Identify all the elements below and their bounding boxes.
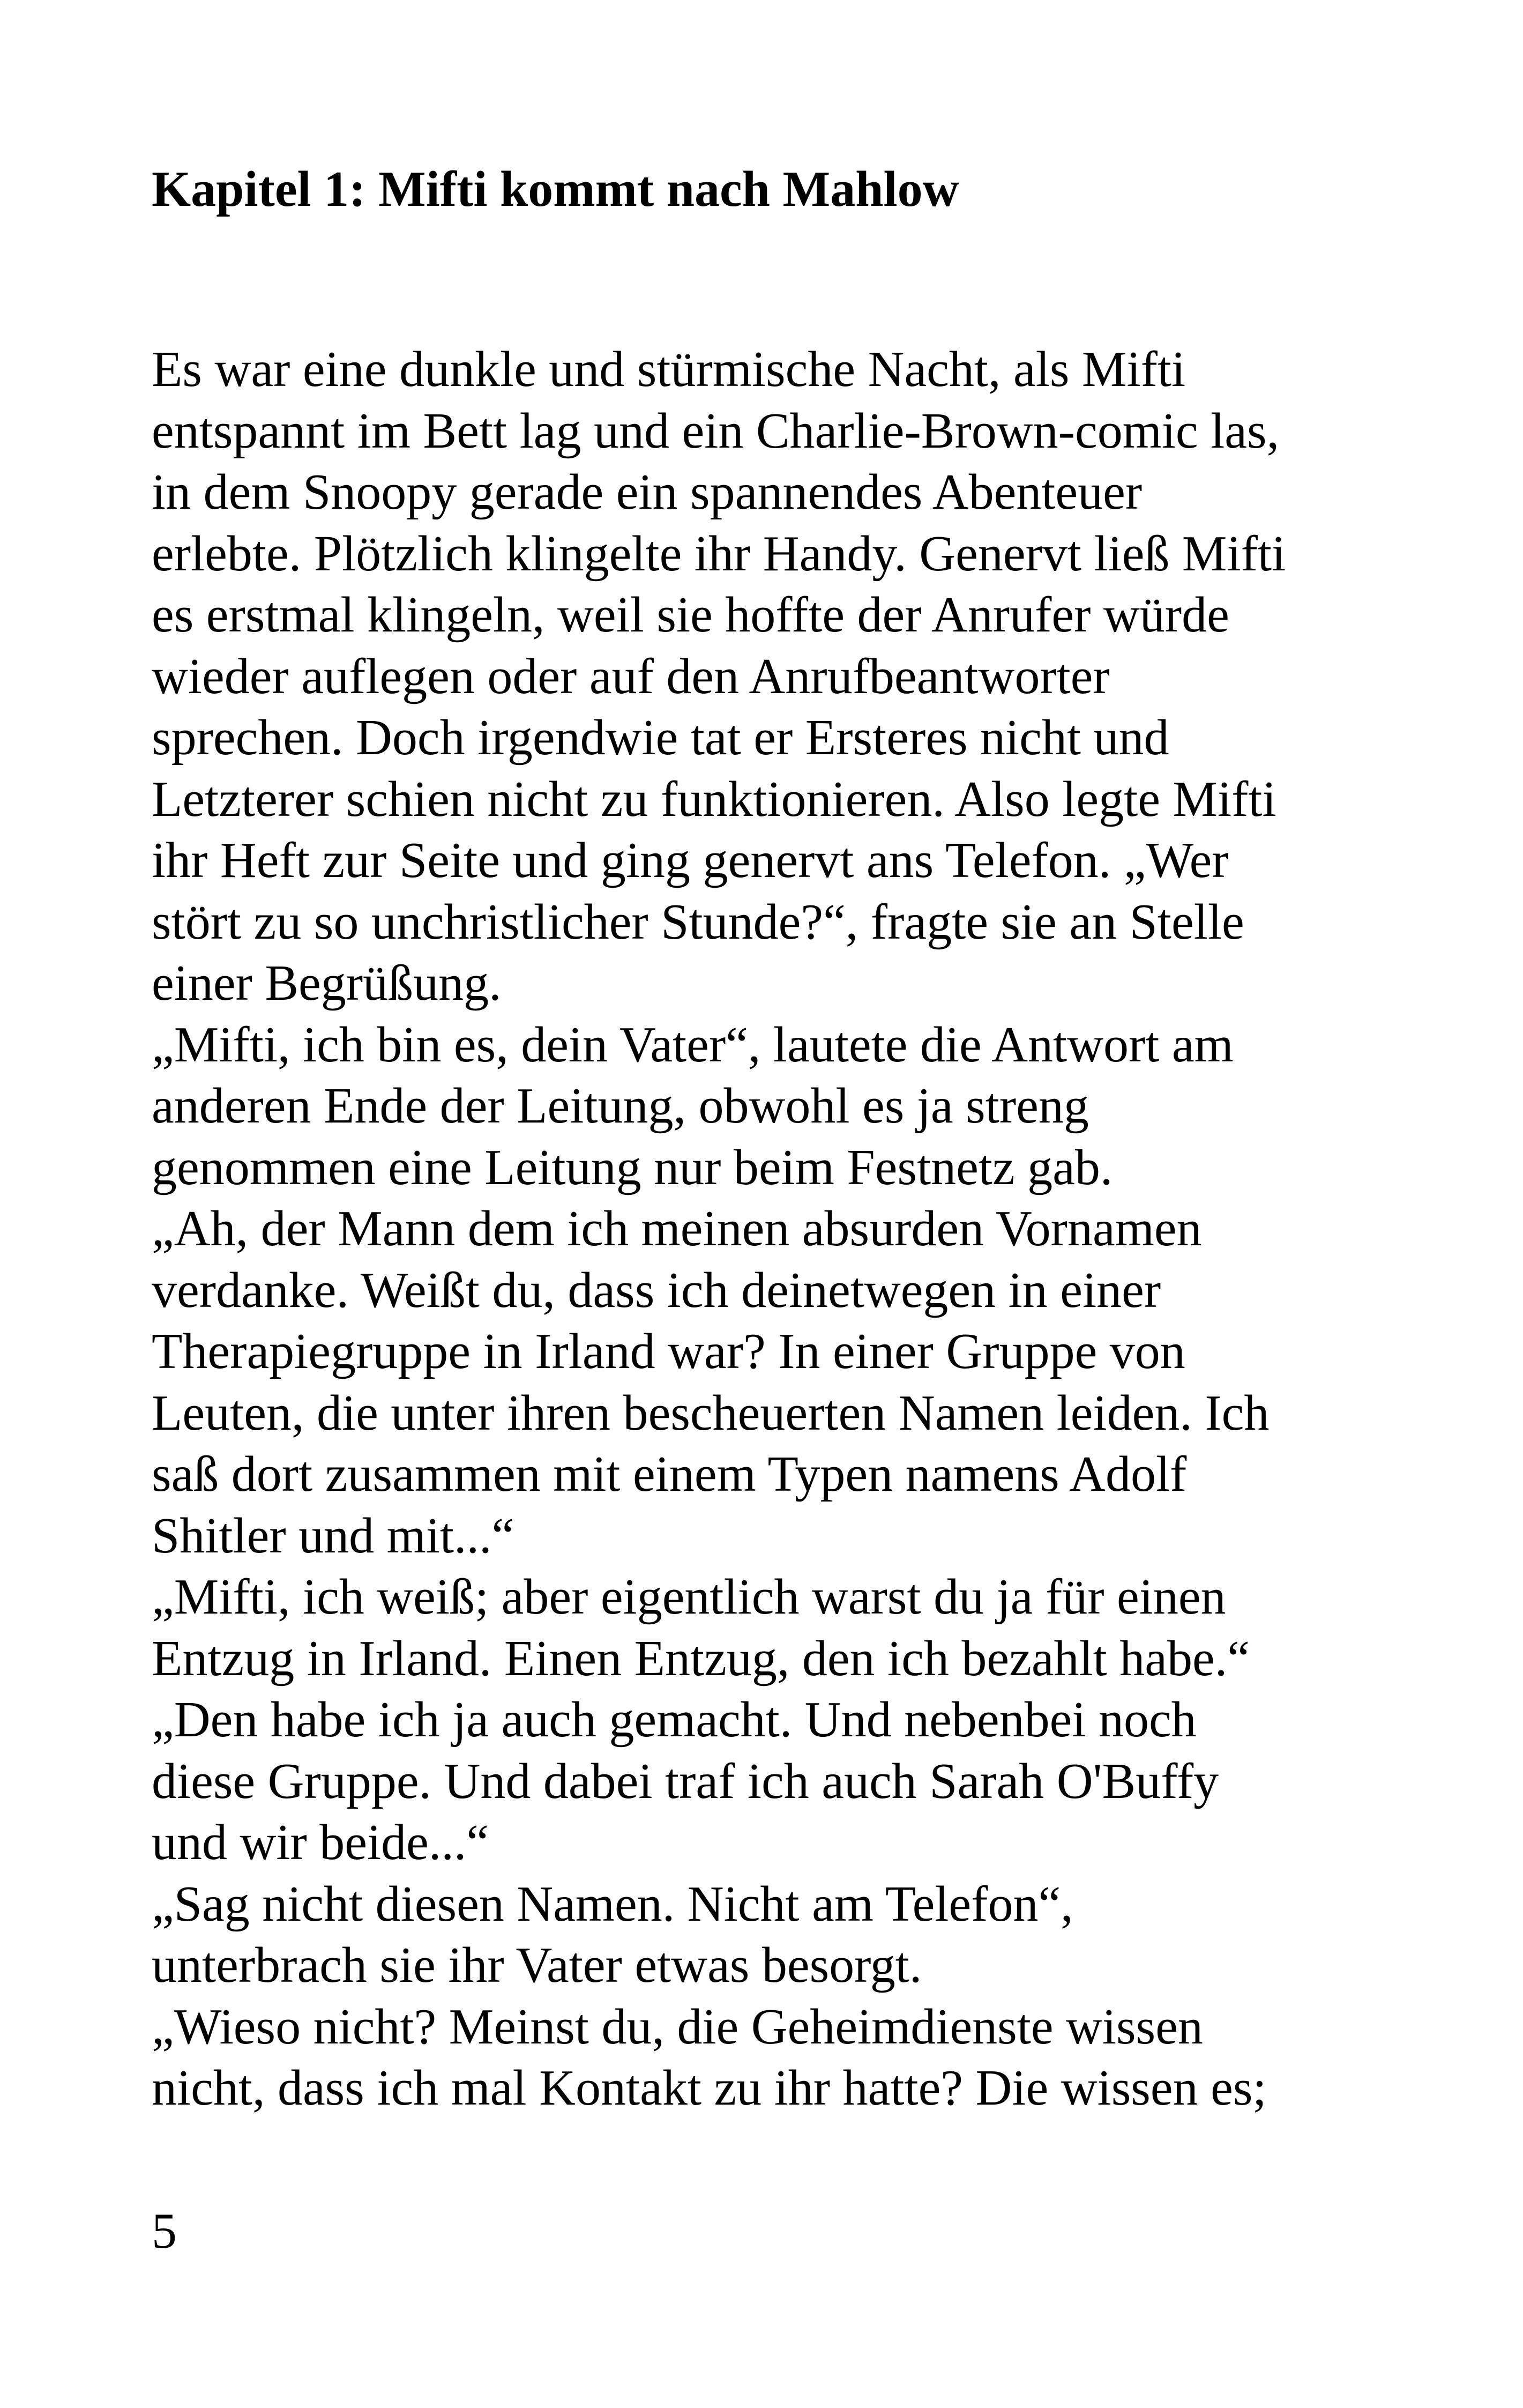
text-line: es erstmal klingeln, weil sie hoffte der Anrufer würde [152, 587, 1229, 643]
text-line: Shitler und mit...“ [152, 1507, 514, 1564]
text-line: genommen eine Leitung nur beim Festnetz gab. [152, 1139, 1113, 1195]
text-line: „Ah, der Mann dem ich meinen absurden Vornamen [152, 1201, 1202, 1257]
text-line: „Mifti, ich bin es, dein Vater“, lautete die Antwort am [152, 1016, 1234, 1073]
text-line: „Wieso nicht? Meinst du, die Geheimdienste wissen [152, 1998, 1203, 2055]
text-line: unterbrach sie ihr Vater etwas besorgt. [152, 1937, 922, 1993]
text-line: entspannt im Bett lag und ein Charlie-Brown-comic las, [152, 403, 1280, 459]
text-line: stört zu so unchristlicher Stunde?“, fragte sie an Stelle [152, 894, 1244, 950]
text-line: sprechen. Doch irgendwie tat er Ersteres nicht und [152, 710, 1169, 765]
body-text [152, 339, 1395, 2119]
text-line: Therapiegruppe in Irland war? In einer Gruppe von [152, 1324, 1185, 1379]
text-line: und wir beide...“ [152, 1815, 489, 1870]
text-line: „Mifti, ich weiß; aber eigentlich warst du ja für einen [152, 1569, 1226, 1625]
text-line: diese Gruppe. Und dabei traf ich auch Sarah O'Buffy [152, 1753, 1219, 1809]
text-line: „Den habe ich ja auch gemacht. Und nebenbei noch [152, 1692, 1197, 1748]
text-line: ihr Heft zur Seite und ging genervt ans Telefon. „Wer [152, 833, 1229, 888]
text-line: „Sag nicht diesen Namen. Nicht am Telefon“, [152, 1876, 1073, 1932]
text-line: anderen Ende der Leitung, obwohl es ja streng [152, 1078, 1089, 1134]
text-line: in dem Snoopy gerade ein spannendes Abenteuer [152, 464, 1143, 520]
text-line: Leuten, die unter ihren bescheuerten Namen leiden. Ich [152, 1385, 1270, 1441]
chapter-title: Kapitel 1: Mifti kommt nach Mahlow [152, 161, 959, 217]
text-line: erlebte. Plötzlich klingelte ihr Handy. Genervt ließ Mifti [152, 525, 1286, 582]
text-line: Letzterer schien nicht zu funktionieren. Also legte Mifti [152, 771, 1276, 827]
text-line: nicht, dass ich mal Kontakt zu ihr hatte? Die wissen es; [152, 2060, 1267, 2116]
text-line: wieder auflegen oder auf den Anrufbeantworter [152, 648, 1110, 704]
text-line: saß dort zusammen mit einem Typen namens Adolf [152, 1446, 1187, 1502]
text-line: Es war eine dunkle und stürmische Nacht, als Mifti [152, 341, 1186, 397]
text-line: einer Begrüßung. [152, 955, 502, 1011]
text-line: Entzug in Irland. Einen Entzug, den ich bezahlt habe.“ [152, 1630, 1250, 1686]
page-number: 5 [152, 2203, 177, 2259]
text-line: verdanke. Weißt du, dass ich deinetwegen in einer [152, 1262, 1161, 1318]
